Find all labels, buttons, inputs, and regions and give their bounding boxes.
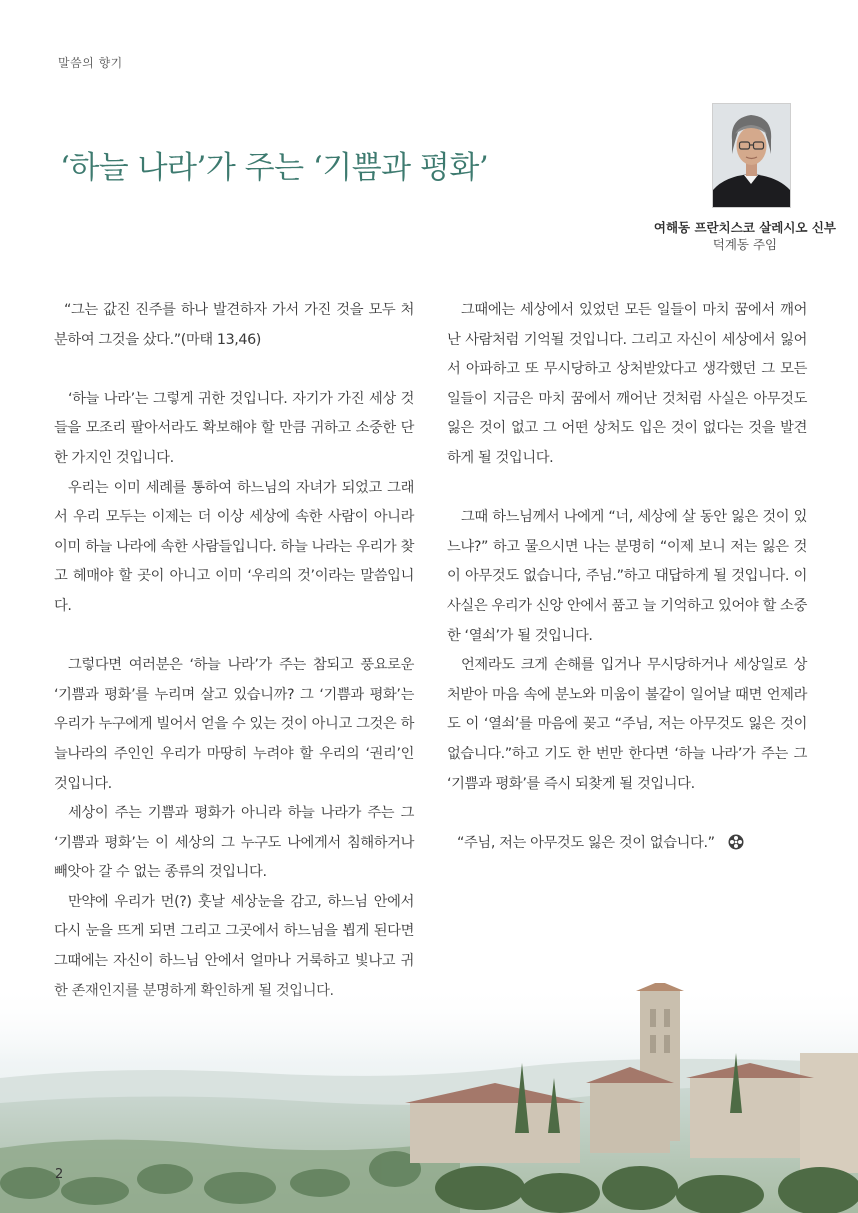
page-number: 2 (55, 1167, 64, 1182)
author-name: 여해동 프란치스코 살레시오 신부 (653, 220, 836, 235)
paragraph: 그때 하느님께서 나에게 “너, 세상에 살 동안 잃은 것이 있느냐?” 하고 물으시면 나는 분명히 “이제 보니 저는 잃은 것이 아무것도 없습니다, 주님.”하고 대답하게 될 것입니다. 이 사실은 우리가 신앙 안에서 품고 늘 기억하고 있어야 할 소중한 ‘열쇠’가 될 것입니다. (447, 509, 807, 644)
author-info (654, 219, 836, 253)
flower-ornament-icon (718, 832, 744, 862)
article-right-column (447, 296, 807, 861)
page-title: ‘하늘 나라’가 주는 ‘기쁨과 평화’ (60, 150, 489, 186)
paragraph: 그렇다면 여러분은 ‘하늘 나라’가 주는 참되고 풍요로운 ‘기쁨과 평화’를 누리며 살고 있습니까? 그 ‘기쁨과 평화’는 우리가 누구에게 빌어서 얻을 수 있는 것이 아니고 그것은 하늘나라의 주인인 우리가 마땅히 누려야 할 우리의 ‘권리’인 것입니다. (54, 657, 414, 792)
author-portrait (712, 103, 791, 208)
section-label: 말씀의 향기 (58, 56, 123, 70)
paragraph: ‘하늘 나라’는 그렇게 귀한 것입니다. 자기가 가진 세상 것들을 모조리 팔아서라도 확보해야 할 만큼 귀하고 소중한 단 한 가지인 것입니다. (54, 390, 414, 466)
closing-quote-text: “주님, 저는 아무것도 잃은 것이 없습니다.” (457, 834, 715, 851)
paragraph: 우리는 이미 세례를 통하여 하느님의 자녀가 되었고 그래서 우리 모두는 이제는 더 이상 세상에 속한 사람이 아니라 이미 하늘 나라에 속한 사람들입니다. 하늘 나라는 우리가 찾고 헤매야 할 곳이 아니고 이미 ‘우리의 것’이라는 말씀입니다. (54, 479, 414, 614)
opening-quote: “그는 값진 진주를 하나 발견하자 가서 가진 것을 모두 처분하여 그것을 샀다.”(마태 13,46) (54, 302, 414, 348)
paragraph: 그때에는 세상에서 있었던 모든 일들이 마치 꿈에서 깨어난 사람처럼 기억될 것입니다. 그리고 자신이 세상에서 잃어서 아파하고 또 무시당하고 상처받았다고 생각했던 그 모든 일들이 지금은 마치 꿈에서 깨어난 것처럼 사실은 아무것도 잃은 것이 없고 그 어떤 상처도 입은 것이 없다는 것을 발견하게 될 것입니다. (447, 302, 807, 466)
article-left-column (54, 296, 414, 1006)
paragraph: 언제라도 크게 손해를 입거나 무시당하거나 세상일로 상처받아 마음 속에 분노와 미움이 불같이 일어날 때면 언제라도 이 ‘열쇠’를 마음에 꽂고 “주님, 저는 아무것도 잃은 것이 없습니다.”하고 기도 한 번만 한다면 ‘하늘 나라’가 주는 그 ‘기쁨과 평화’를 즉시 되찾게 될 것입니다. (447, 657, 807, 792)
closing-quote (447, 829, 807, 862)
town-landscape-illustration (0, 983, 858, 1213)
priest-portrait-icon (713, 104, 790, 207)
author-role: 덕계동 주임 (712, 237, 778, 252)
paragraph: 만약에 우리가 먼(?) 훗날 세상눈을 감고, 하느님 안에서 다시 눈을 뜨게 되면 그리고 그곳에서 하느님을 뵙게 된다면 그때에는 자신이 하느님 안에서 얼마나 거룩하고 빛나고 귀 (54, 893, 414, 970)
paragraph: 세상이 주는 기쁨과 평화가 아니라 하늘 나라가 주는 그 ‘기쁨과 평화’는 이 세상의 그 누구도 나에게서 침해하거나 빼앗아 갈 수 없는 종류의 것입니다. (54, 805, 414, 881)
